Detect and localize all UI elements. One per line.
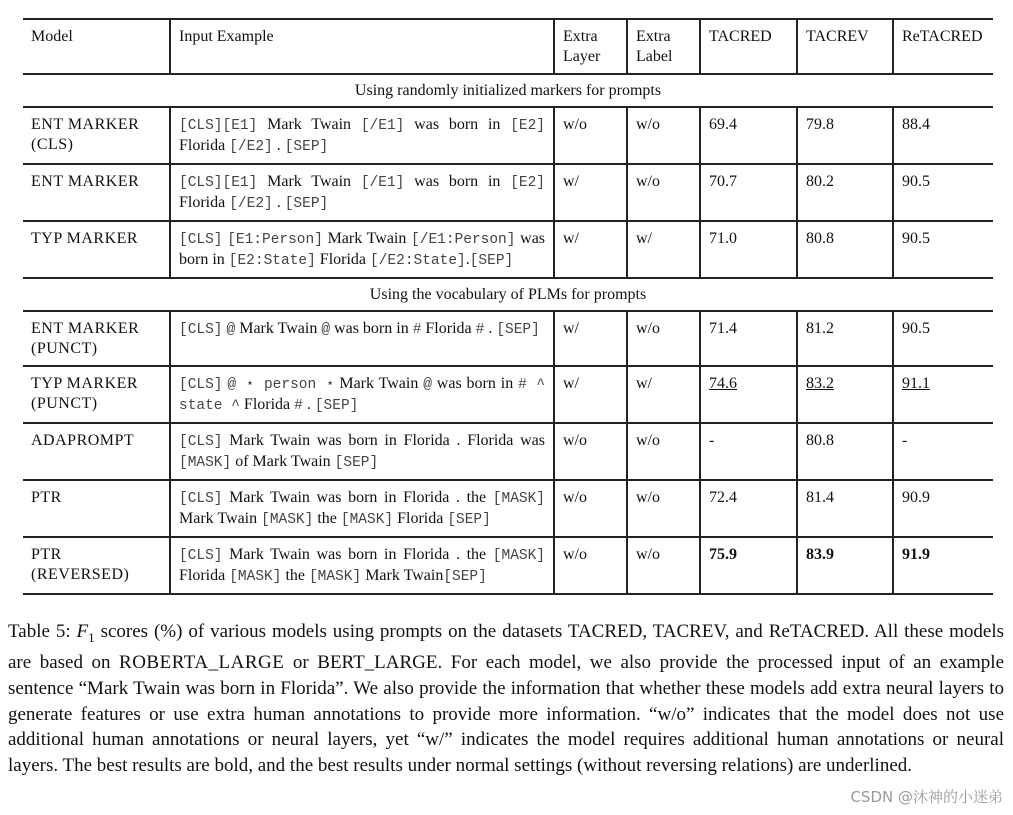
- model-cell: TYP MARKER (PUNCT): [23, 366, 170, 423]
- results-table: [23, 18, 993, 595]
- extra-label-cell: w/o: [627, 164, 700, 221]
- retacred-cell: 88.4: [893, 107, 993, 164]
- watermark: CSDN @沐神的小迷弟: [850, 788, 1003, 806]
- model-cell: ENT MARKER (CLS): [23, 107, 170, 164]
- input-example-cell: [CLS] @ Mark Twain @ was born in # Florida # . [SEP]: [170, 311, 554, 366]
- header-retacred: ReTACRED: [893, 19, 993, 74]
- section-title: Using the vocabulary of PLMs for prompts: [23, 278, 993, 311]
- extra-label-cell: w/o: [627, 311, 700, 366]
- extra-layer-cell: w/: [554, 311, 627, 366]
- extra-layer-cell: w/: [554, 164, 627, 221]
- input-example-cell: [CLS] @ ⋆ person ⋆ Mark Twain @ was born in # ^ state ^ Florida # . [SEP]: [170, 366, 554, 423]
- tacrev-cell: 80.2: [797, 164, 893, 221]
- model-cell: ENT MARKER (PUNCT): [23, 311, 170, 366]
- retacred-cell: 90.9: [893, 480, 993, 537]
- extra-layer-cell: w/o: [554, 480, 627, 537]
- section-row-random-markers: [23, 74, 993, 107]
- input-example-cell: [CLS] Mark Twain was born in Florida . the [MASK] Mark Twain [MASK] the [MASK] Florida [SEP]: [170, 480, 554, 537]
- caption-or: or: [292, 652, 309, 674]
- model-cell: PTR (REVERSED): [23, 537, 170, 594]
- retacred-cell: -: [893, 423, 993, 480]
- input-example-cell: [CLS] Mark Twain was born in Florida . the [MASK] Florida [MASK] the [MASK] Mark Twain[SEP]: [170, 537, 554, 594]
- tacrev-cell: 80.8: [797, 221, 893, 278]
- section-row-plm-vocabulary: [23, 278, 993, 311]
- tacrev-cell: 81.2: [797, 311, 893, 366]
- extra-label-cell: w/: [627, 221, 700, 278]
- header-row: [23, 19, 993, 74]
- input-example-cell: [CLS] [E1:Person] Mark Twain [/E1:Person] was born in [E2:State] Florida [/E2:State].[SEP]: [170, 221, 554, 278]
- caption-roberta: ROBERTA_LARGE: [119, 652, 285, 674]
- tacred-cell: 71.4: [700, 311, 797, 366]
- tacrev-cell: 80.8: [797, 423, 893, 480]
- retacred-cell: 90.5: [893, 221, 993, 278]
- header-input-example: Input Example: [170, 19, 554, 74]
- tacred-cell: 72.4: [700, 480, 797, 537]
- tacrev-cell: 83.9: [797, 537, 893, 594]
- tacred-cell: 74.6: [700, 366, 797, 423]
- extra-layer-cell: w/: [554, 366, 627, 423]
- tacred-cell: 69.4: [700, 107, 797, 164]
- extra-layer-cell: w/o: [554, 107, 627, 164]
- extra-layer-cell: w/: [554, 221, 627, 278]
- section-title: Using randomly initialized markers for prompts: [23, 74, 993, 107]
- table-row: [23, 537, 993, 594]
- caption-label: Table 5:: [8, 621, 71, 642]
- retacred-cell: 90.5: [893, 164, 993, 221]
- extra-layer-cell: w/o: [554, 423, 627, 480]
- tacred-cell: 75.9: [700, 537, 797, 594]
- header-tacred: TACRED: [700, 19, 797, 74]
- table-row: [23, 164, 993, 221]
- table-caption: [8, 619, 1004, 778]
- header-tacrev: TACREV: [797, 19, 893, 74]
- extra-layer-cell: w/o: [554, 537, 627, 594]
- extra-label-cell: w/o: [627, 423, 700, 480]
- input-example-cell: [CLS] Mark Twain was born in Florida . Florida was [MASK] of Mark Twain [SEP]: [170, 423, 554, 480]
- header-extra-label: Extra Label: [627, 19, 700, 74]
- model-cell: TYP MARKER: [23, 221, 170, 278]
- model-cell: PTR: [23, 480, 170, 537]
- tacrev-cell: 83.2: [797, 366, 893, 423]
- caption-text-1: scores (%) of various models using prompts on the datasets TACRED, TACREV, and ReTACRED. All these models are based on: [8, 621, 1004, 674]
- tacrev-cell: 79.8: [797, 107, 893, 164]
- table-row: [23, 107, 993, 164]
- input-example-cell: [CLS][E1] Mark Twain [/E1] was born in [E2] Florida [/E2] . [SEP]: [170, 164, 554, 221]
- tacred-cell: 71.0: [700, 221, 797, 278]
- retacred-cell: 91.1: [893, 366, 993, 423]
- table-row: [23, 311, 993, 366]
- retacred-cell: 91.9: [893, 537, 993, 594]
- extra-label-cell: w/o: [627, 480, 700, 537]
- caption-f-subscript: 1: [88, 629, 95, 645]
- caption-bert: BERT_LARGE: [317, 652, 438, 674]
- header-extra-layer: Extra Layer: [554, 19, 627, 74]
- tacrev-cell: 81.4: [797, 480, 893, 537]
- table-row: [23, 423, 993, 480]
- table-row: [23, 221, 993, 278]
- header-model: Model: [23, 19, 170, 74]
- retacred-cell: 90.5: [893, 311, 993, 366]
- extra-label-cell: w/o: [627, 537, 700, 594]
- model-cell: ENT MARKER: [23, 164, 170, 221]
- table-row: [23, 366, 993, 423]
- tacred-cell: 70.7: [700, 164, 797, 221]
- table-row: [23, 480, 993, 537]
- tacred-cell: -: [700, 423, 797, 480]
- extra-label-cell: w/o: [627, 107, 700, 164]
- caption-f-symbol: F: [76, 621, 89, 642]
- caption-text-2: . For each model, we also provide the processed input of an example sentence “Mark Twain was born in Florida”. We also provide the information that whether these models add extra neural layers to generate features or use extra human annotations to provide more information. “w/o” indicates that the model does not use additional human annotations or neural layers, yet “w/” indicates the model requires additional human annotations or neural layers. The best results are bold, and the best results under normal settings (without reversing relations) are underlined.: [8, 652, 1005, 776]
- extra-label-cell: w/: [627, 366, 700, 423]
- model-cell: ADAPROMPT: [23, 423, 170, 480]
- input-example-cell: [CLS][E1] Mark Twain [/E1] was born in [E2] Florida [/E2] . [SEP]: [170, 107, 554, 164]
